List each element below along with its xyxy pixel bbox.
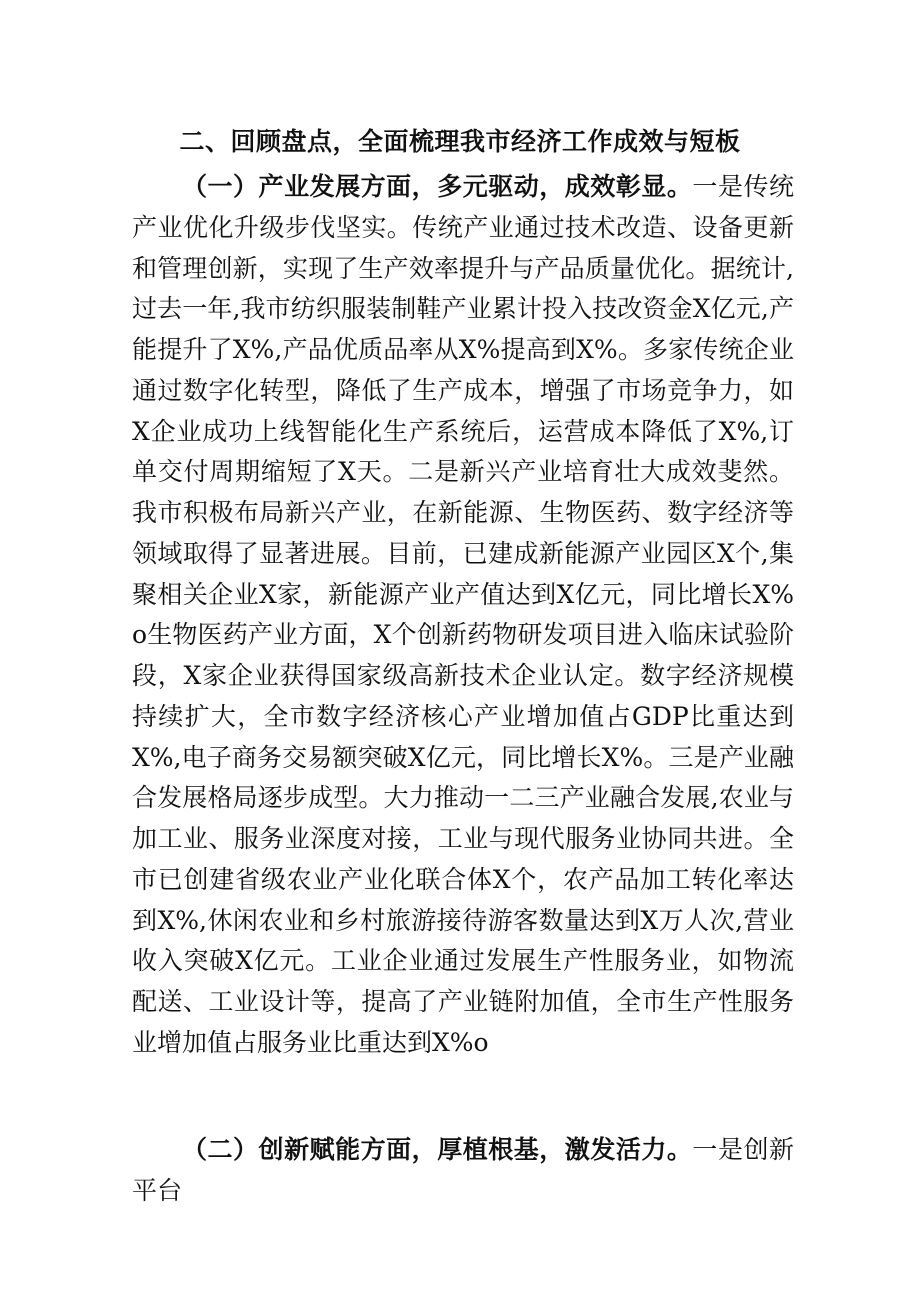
paragraph-body: 一是传统产业优化升级步伐坚实。传统产业通过技术改造、设备更新和管理创新，实现了生产效率提升与产品质量优化。据统计,过去一年,我市纺织服装制鞋产业累计投入技改资金X亿元,产能提升了X%,产品优质品率从X%提高到X%。多家传统企业通过数字化转型，降低了生产成本，增强了市场竞争力，如X企业成功上线智能化生产系统后，运营成本降低了X%,订单交付周期缩短了X天。二是新兴产业培育壮大成效斐然。我市积极布局新兴产业，在新能源、生物医药、数字经济等领域取得了显著进展。目前，已建成新能源产业园区X个,集聚相关企业X家，新能源产业产值达到X亿元，同比增长X%o生物医药产业方面，X个创新药物研发项目进入临床试验阶段，X家企业获得国家级高新技术企业认定。数字经济规模持续扩大，全市数字经济核心产业增加值占GDP比重达到X%,电子商务交易额突破X亿元，同比增长X%。三是产业融合发展格局逐步成型。大力推动一二三产业融合发展,农业与加工业、服务业深度对接，工业与现代服务业协同共进。全市已创建省级农业产业化联合体X个，农产品加工转化率达到X%,休闲农业和乡村旅游接待游客数量达到X万人次,营业收入突破X亿元。工业企业通过发展生产性服务业，如物流配送、工业设计等，提高了产业链附加值，全市生产性服务业增加值占服务业比重达到X%o [132, 172, 794, 1057]
paragraph-body: 一是创新平台 [132, 1135, 794, 1205]
paragraph-innovation [132, 1130, 794, 1212]
paragraph-industry-development [132, 167, 794, 1064]
paragraph-lead: （二）创新赋能方面，厚植根基，激发活力。 [182, 1135, 693, 1164]
section-heading: 二、回顾盘点，全面梳理我市经济工作成效与短板 [179, 127, 741, 156]
paragraph-lead: （一）产业发展方面，多元驱动，成效彰显。 [182, 172, 693, 201]
